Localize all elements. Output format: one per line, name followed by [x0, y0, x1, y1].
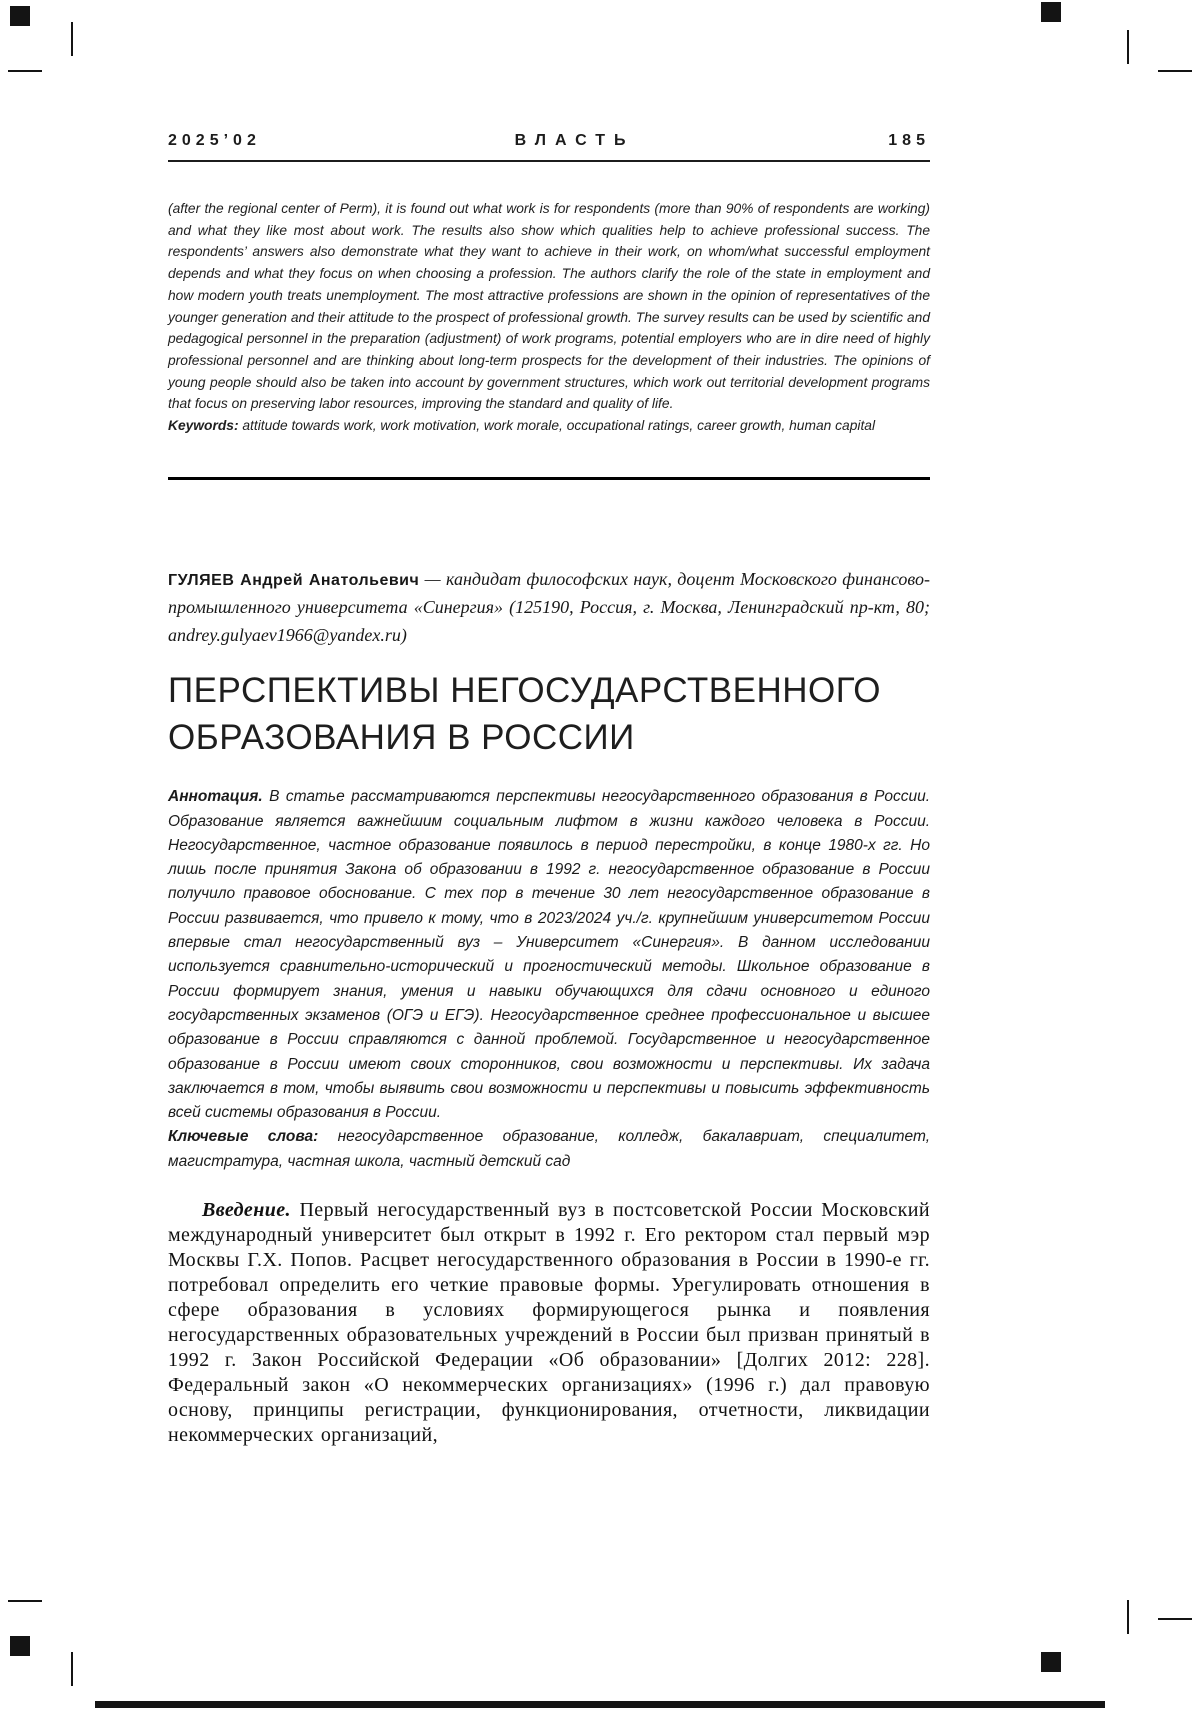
- russian-keywords: [168, 1125, 930, 1174]
- russian-keywords-label: Ключевые слова:: [168, 1128, 338, 1146]
- annotation-label: Аннотация.: [168, 788, 270, 806]
- intro-label: Введение.: [202, 1198, 300, 1221]
- crop-mark-line: [1158, 70, 1192, 72]
- annotation-block: [168, 785, 930, 1125]
- page-number: 185: [888, 132, 930, 149]
- author-affiliation: — кандидат философских наук, доцент Московского финансово-промышленного университета «Синергия» (125190, Россия, г. Москва, Ленинградский пр-кт, 80; andrey.gulyaev1966@yandex.ru): [168, 568, 930, 645]
- russian-keywords-text: негосударственное образование, колледж, бакалавриат, специалитет, магистратура, частная школа, частный детский сад: [168, 1128, 930, 1170]
- body-paragraph: [168, 1198, 930, 1448]
- body-paragraph-text: Первый негосударственный вуз в постсоветской России Московский международный университет был открыт в 1992 г. Его ректором стал первый мэр Москвы Г.Х. Попов. Расцвет негосударственного образования в России в 1990-е гг. потребовал определить его четкие правовые формы. Урегулировать отношения в сфере образования в условиях формирующегося рынка и появления негосударственных образовательных учреждений в России был призван принятый в 1992 г. Закон Российской Федерации «Об образовании» [Долгих 2012: 228]. Федеральный закон «О некоммерческих организациях» (1996 г.) дал правовую основу, принципы регистрации, функционирования, отчетности, ликвидации некоммерческих организаций,: [168, 1198, 930, 1446]
- english-abstract: [168, 198, 930, 415]
- issue-label: 2025’02: [168, 132, 261, 149]
- annotation-text: В статье рассматриваются перспективы негосударственного образования в России. Образование является важнейшим социальным лифтом в жизни каждого человека в России. Негосударственное, частное образование появилось в период перестройки, в конце 1980-х гг. Но лишь после принятия Закона об образовании в 1992 г. негосударственное образование в России получило правовое обоснование. С тех пор в течение 30 лет негосударственное образование в России развивается, что привело к тому, что в 2023/2024 уч./г. крупнейшим университетом России впервые стал негосударственный вуз – Университет «Синергия». В данном исследовании используется сравнительно-исторический и прогностический методы. Школьное образование в России формирует знания, умения и навыки обучающихся для сдачи основного и единого государственных экзаменов (ОГЭ и ЕГЭ). Негосударственное среднее профессиональное и высшее образование в России справляются с данной проблемой. Государственное и негосударственное образование в России имеют своих сторонников, свои возможности и перспективы. Их задача заключается в том, чтобы выявить свои возможности и перспективы и повысить эффективность всей системы образования в России.: [168, 788, 931, 1122]
- crop-mark-line: [8, 1600, 42, 1602]
- crop-mark-line: [1127, 1600, 1129, 1634]
- english-keywords: [168, 415, 930, 437]
- crop-mark-square-bottom-left: [10, 1636, 30, 1656]
- crop-mark-square-bottom-right: [1041, 1652, 1061, 1672]
- english-abstract-text: (after the regional center of Perm), it is found out what work is for respondents (more than 90% of respondents are working) and what they like most about work. The results also show which qualities help to achieve professional success. The respondents’ answers also demonstrate what they want to achieve in their work, on whom/what successful employment depends and what they focus on when choosing a profession. The authors clarify the role of the state in employment and how modern youth treats unemployment. The most attractive professions are shown in the opinion of representatives of the younger generation and their attitude to the prospect of professional growth. The survey results can be used by scientific and pedagogical personnel in the preparation (adjustment) of work programs, potential employers who are in dire need of highly professional personnel and are thinking about long-term prospects for the development of their industries. The opinions of young people should also be taken into account by government structures, which work out territorial development programs that focus on preserving labor resources, improving the standard and quality of life.: [168, 201, 930, 412]
- author-name: ГУЛЯЕВ Андрей Анатольевич: [168, 571, 420, 589]
- page-content: [168, 0, 930, 1448]
- page-header: [168, 132, 930, 150]
- article-title: ПЕРСПЕКТИВЫ НЕГОСУДАРСТВЕННОГО ОБРАЗОВАНИЯ В РОССИИ: [168, 671, 881, 758]
- bottom-print-bar: [95, 1701, 1105, 1708]
- crop-mark-line: [1158, 1618, 1192, 1620]
- english-keywords-label: Keywords:: [168, 418, 243, 434]
- author-block: [168, 566, 930, 650]
- english-keywords-text: attitude towards work, work motivation, work morale, occupational ratings, career growth, human capital: [242, 418, 876, 434]
- section-divider-rule: [168, 477, 930, 480]
- crop-mark-line: [71, 22, 73, 56]
- crop-mark-line: [8, 70, 42, 72]
- crop-mark-square-top-left: [10, 6, 30, 26]
- crop-mark-line: [1127, 30, 1129, 64]
- crop-mark-line: [71, 1652, 73, 1686]
- header-rule: [168, 160, 930, 162]
- journal-title: ВЛАСТЬ: [514, 132, 635, 149]
- crop-mark-square-top-right: [1041, 2, 1061, 22]
